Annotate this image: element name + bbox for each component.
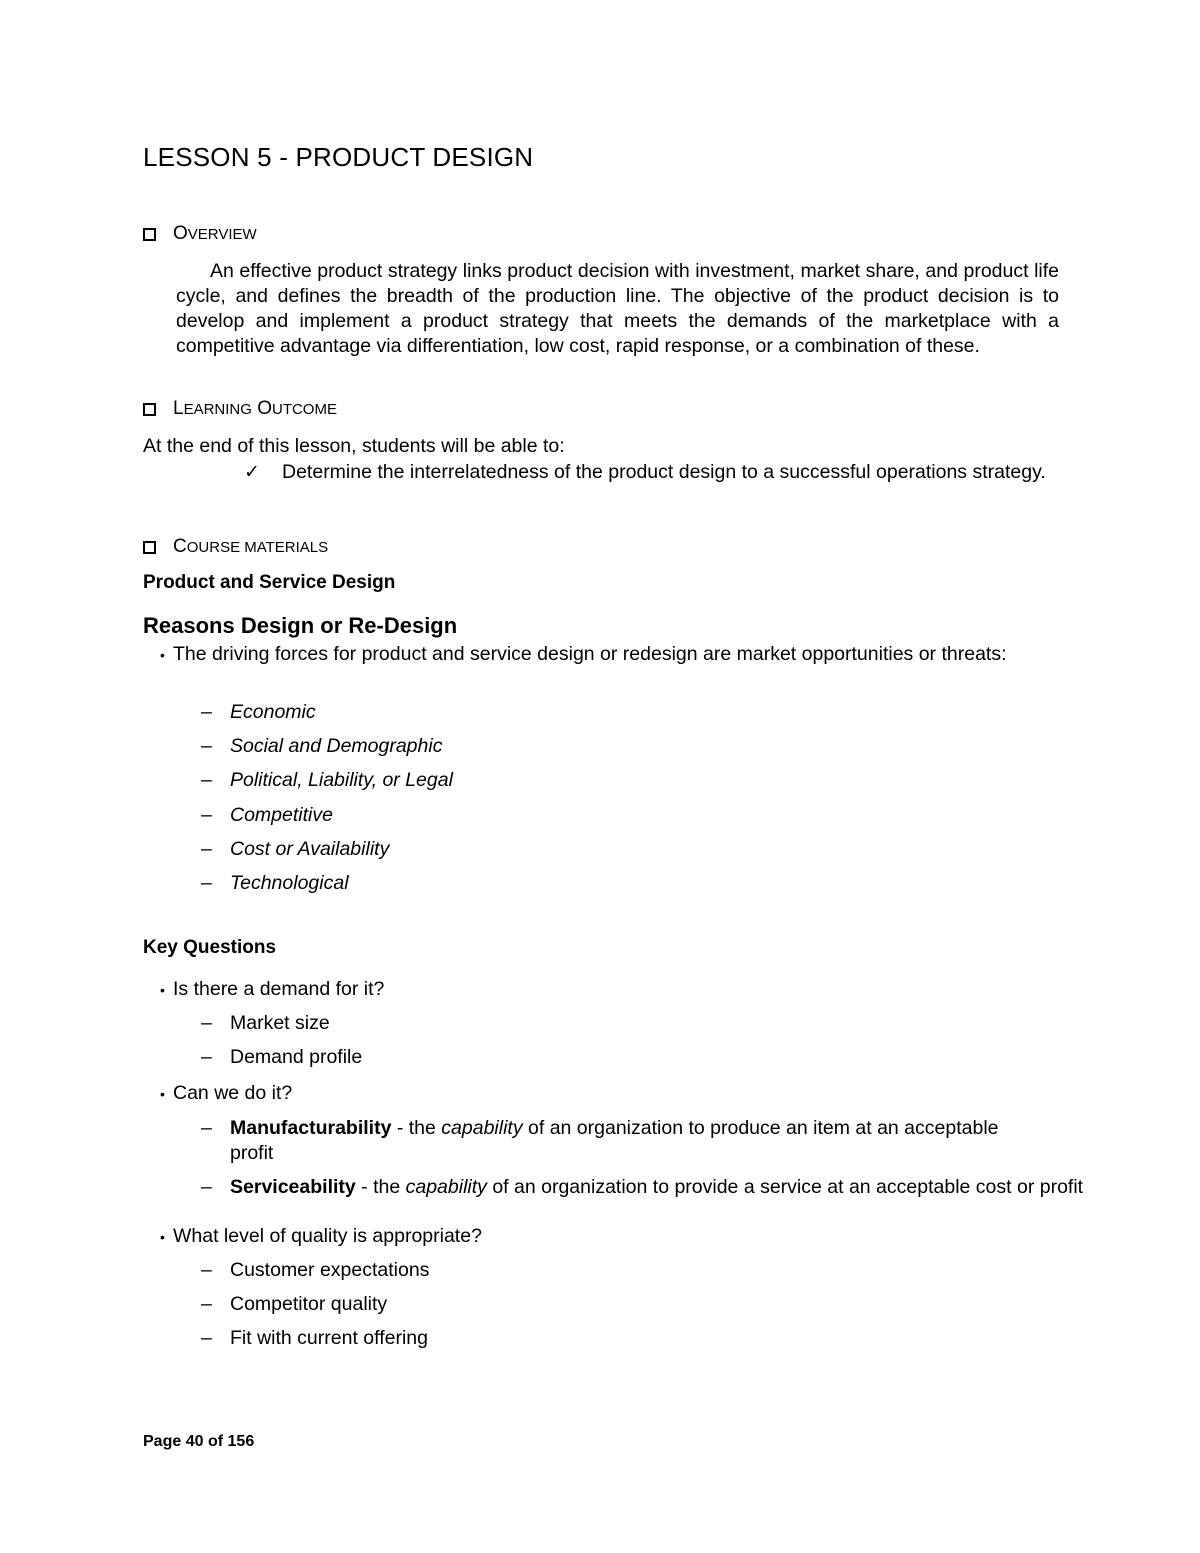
section-heading-course-materials: C OURSE MATERIALS (143, 536, 328, 558)
heading-key-questions: Key Questions (143, 937, 277, 958)
dash-icon (201, 872, 230, 894)
learning-outcome-intro: At the end of this lesson, students will be able to: (143, 435, 565, 457)
list-item: – Fit with current offering (201, 1327, 428, 1350)
dash-icon (201, 838, 230, 860)
section-heading-learning-outcome: L EARNING O UTCOME (143, 398, 337, 420)
list-item: • The driving forces for product and service design or redesign are market opportunities or threats: (160, 642, 1040, 668)
list-item: – Cost or Availability (201, 838, 389, 861)
list-item: – Customer expectations (201, 1259, 429, 1282)
heading-reasons: Reasons Design or Re-Design (143, 613, 458, 638)
list-item: – Competitor quality (201, 1293, 387, 1316)
list-item-serviceability: – Serviceability - the capability of an organization to provide a service at an acceptable cost or profit (201, 1175, 1100, 1200)
checkbox-icon (143, 403, 156, 416)
learning-outcome-item: ✓ Determine the interrelatedness of the product design to a successful operations strategy. (244, 461, 1046, 483)
checkmark-icon: ✓ (244, 461, 260, 483)
page-footer: Page 40 of 156 (143, 1433, 255, 1450)
list-item: – Technological (201, 872, 349, 895)
section-heading-overview: O VERVIEW (143, 223, 257, 245)
dash-icon (201, 701, 230, 723)
page-title: LESSON 5 - PRODUCT DESIGN (143, 142, 534, 172)
bullet-icon (160, 1082, 173, 1104)
list-item: • What level of quality is appropriate? (160, 1225, 482, 1248)
overview-paragraph (176, 259, 1059, 359)
list-item: – Competitive (201, 804, 333, 827)
dash-icon (201, 1176, 230, 1198)
dash-icon (201, 1293, 230, 1315)
dash-icon (201, 1046, 230, 1068)
bullet-icon (160, 643, 173, 665)
dash-icon (201, 804, 230, 826)
dash-icon (201, 735, 230, 757)
dash-icon (201, 1327, 230, 1349)
list-item: – Market size (201, 1012, 330, 1035)
checkbox-icon (143, 228, 156, 241)
dash-icon (201, 1012, 230, 1034)
list-item: – Economic (201, 701, 316, 724)
list-item: – Demand profile (201, 1046, 362, 1069)
bullet-icon (160, 1225, 173, 1247)
overview-text: An effective product strategy links product decision with investment, market share, and product life cycle, and defines the breadth of the production line. The objective of the product decision is to develop and implement a product strategy that meets the demands of the marketplace with a competitive advantage via differentiation, low cost, rapid response, or a combination of these. (176, 260, 1059, 357)
dash-icon (201, 1259, 230, 1281)
list-item: • Is there a demand for it? (160, 978, 384, 1001)
list-item: – Political, Liability, or Legal (201, 769, 453, 792)
list-item: • Can we do it? (160, 1082, 292, 1105)
dash-icon (201, 769, 230, 791)
checkbox-icon (143, 541, 156, 554)
bullet-icon (160, 978, 173, 1000)
subheading-product-service-design: Product and Service Design (143, 572, 396, 593)
dash-icon (201, 1117, 230, 1139)
list-item: – Social and Demographic (201, 735, 442, 758)
list-item-manufacturability: – Manufacturability - the capability of an organization to produce an item at an acceptable profit (201, 1116, 1030, 1166)
